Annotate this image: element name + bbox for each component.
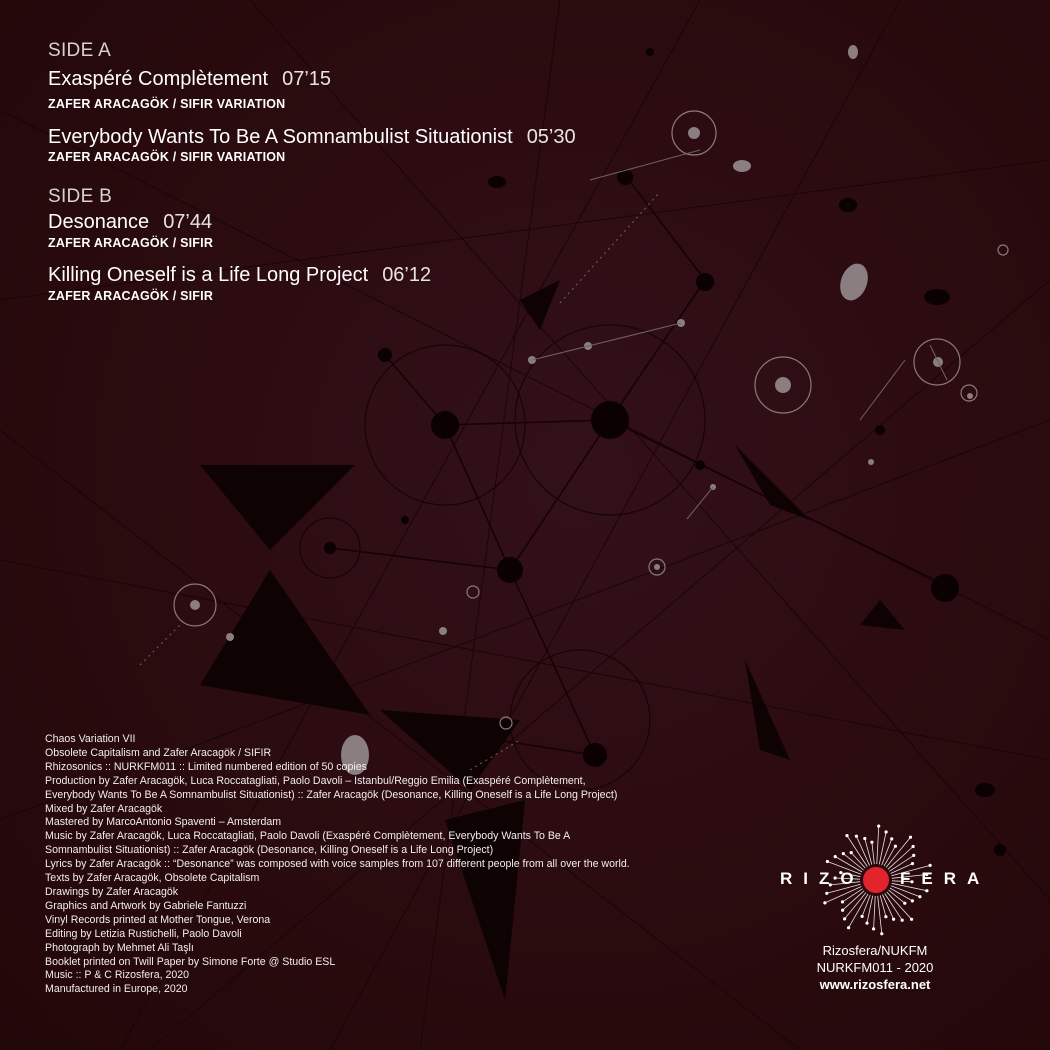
starburst-dot bbox=[841, 900, 844, 903]
catalog-number: NURKFM011 - 2020 bbox=[816, 960, 934, 975]
track-title: Everybody Wants To Be A Somnambulist Situationist bbox=[48, 126, 513, 148]
track-duration: 06’12 bbox=[382, 264, 432, 286]
starburst-dot bbox=[834, 855, 837, 858]
starburst-dot bbox=[912, 845, 915, 848]
side-b-label: SIDE B bbox=[48, 186, 113, 207]
starburst-dot bbox=[872, 927, 875, 930]
starburst-dot bbox=[894, 845, 897, 848]
credit-line: Graphics and Artwork by Gabriele Fantuzzi bbox=[45, 899, 247, 912]
starburst-dot bbox=[855, 835, 858, 838]
credit-line: Editing by Letizia Rustichelli, Paolo Davoli bbox=[45, 927, 242, 940]
credit-line: Texts by Zafer Aracagök, Obsolete Capitalism bbox=[45, 872, 260, 885]
starburst-ray bbox=[847, 836, 867, 867]
starburst-dot bbox=[870, 841, 873, 844]
track-a1 bbox=[48, 68, 331, 91]
label-name: Rizosfera/NUKFM bbox=[822, 943, 928, 958]
starburst-ray bbox=[872, 842, 874, 864]
credit-line: Drawings by Zafer Aracagök bbox=[45, 885, 179, 898]
logo-text-accent: S bbox=[870, 869, 893, 888]
starburst-dot bbox=[910, 918, 913, 921]
credit-line: Manufactured in Europe, 2020 bbox=[45, 983, 188, 996]
credit-line: Lyrics by Zafer Aracagök :: “Desonance” was composed with voice samples from 107 different people from all over the world. bbox=[45, 858, 630, 871]
starburst-dot bbox=[863, 837, 866, 840]
starburst-dot bbox=[825, 892, 828, 895]
track-duration: 05’30 bbox=[526, 126, 576, 148]
track-artist: ZAFER ARACAGÖK / SIFIR VARIATION bbox=[48, 150, 286, 164]
starburst-dot bbox=[909, 836, 912, 839]
starburst-ray bbox=[878, 896, 882, 934]
starburst-ray bbox=[879, 832, 886, 864]
starburst-dot bbox=[925, 889, 928, 892]
starburst-dot bbox=[918, 895, 921, 898]
starburst-ray bbox=[874, 896, 876, 929]
starburst-dot bbox=[911, 899, 914, 902]
credit-line: Rhizosonics :: NURKFM011 :: Limited numbered edition of 50 copies bbox=[45, 760, 367, 773]
credit-line: Everybody Wants To Be A Somnambulist Situationist) :: Zafer Aracagök (Desonance, Killing Oneself is a Life Long Project) bbox=[45, 788, 618, 801]
starburst-dot bbox=[885, 830, 888, 833]
track-b1 bbox=[48, 211, 212, 234]
starburst-dot bbox=[845, 834, 848, 837]
starburst-dot bbox=[847, 926, 850, 929]
logo-text-right: FERA bbox=[900, 869, 991, 888]
track-title: Exaspéré Complètement bbox=[48, 68, 269, 90]
starburst-dot bbox=[890, 837, 893, 840]
track-artist: ZAFER ARACAGÖK / SIFIR bbox=[48, 289, 214, 303]
credit-line: Mixed by Zafer Aracagök bbox=[45, 802, 163, 815]
credit-line: Somnambulist Situationist) :: Zafer Aracagök (Desonance, Killing Oneself is a Life Long Project) bbox=[45, 844, 494, 857]
starburst-dot bbox=[850, 851, 853, 854]
starburst-dot bbox=[861, 915, 864, 918]
starburst-dot bbox=[892, 918, 895, 921]
label-block bbox=[770, 823, 991, 993]
credit-line: Music :: P & C Rizosfera, 2020 bbox=[45, 969, 190, 982]
credit-line: Booklet printed on Twill Paper by Simone Forte @ Studio ESL bbox=[45, 955, 336, 968]
credit-line: Production by Zafer Aracagök, Luca Roccatagliati, Paolo Davoli – Istanbul/Reggio Emilia (Exaspéré Complètement, bbox=[45, 774, 586, 787]
track-a2 bbox=[48, 126, 576, 149]
track-title: Desonance bbox=[48, 211, 150, 233]
track-artist: ZAFER ARACAGÖK / SIFIR bbox=[48, 236, 214, 250]
starburst-dot bbox=[929, 864, 932, 867]
starburst-ray bbox=[880, 895, 886, 916]
starburst-dot bbox=[912, 854, 915, 857]
starburst-dot bbox=[884, 915, 887, 918]
side-a-label: SIDE A bbox=[48, 40, 112, 61]
starburst-ray bbox=[877, 826, 879, 864]
starburst-dot bbox=[880, 932, 883, 935]
credit-line: Chaos Variation VII bbox=[45, 733, 136, 745]
track-artist: ZAFER ARACAGÖK / SIFIR VARIATION bbox=[48, 97, 286, 111]
credits-block bbox=[45, 733, 745, 997]
starburst-dot bbox=[877, 825, 880, 828]
starburst-dot bbox=[903, 902, 906, 905]
logo-text-left: RIZO bbox=[780, 869, 865, 888]
starburst-dot bbox=[901, 919, 904, 922]
starburst-dot bbox=[823, 901, 826, 904]
starburst-dot bbox=[865, 922, 868, 925]
credit-line: Vinyl Records printed at Mother Tongue, Verona bbox=[45, 913, 271, 926]
track-duration: 07’15 bbox=[282, 68, 332, 90]
credit-line: Obsolete Capitalism and Zafer Aracagök / SIFIR bbox=[45, 746, 272, 759]
starburst-dot bbox=[843, 917, 846, 920]
starburst-ray bbox=[867, 896, 873, 923]
track-duration: 07’44 bbox=[163, 211, 213, 233]
credit-line: Photograph by Mehmet Ali Taşlı bbox=[45, 941, 194, 954]
credit-line: Mastered by MarcoAntonio Spaventi – Amsterdam bbox=[45, 816, 282, 829]
credit-line: Music by Zafer Aracagök, Luca Roccatagliati, Paolo Davoli (Exaspéré Complètement, Everybody Wants To Be A bbox=[45, 830, 571, 843]
rizosfera-logo bbox=[770, 823, 991, 938]
starburst-dot bbox=[841, 909, 844, 912]
track-title: Killing Oneself is a Life Long Project bbox=[48, 264, 369, 286]
track-b2 bbox=[48, 264, 431, 287]
starburst-dot bbox=[842, 852, 845, 855]
starburst-dot bbox=[911, 862, 914, 865]
website-link[interactable]: www.rizosfera.net bbox=[819, 977, 931, 992]
starburst-dot bbox=[826, 860, 829, 863]
